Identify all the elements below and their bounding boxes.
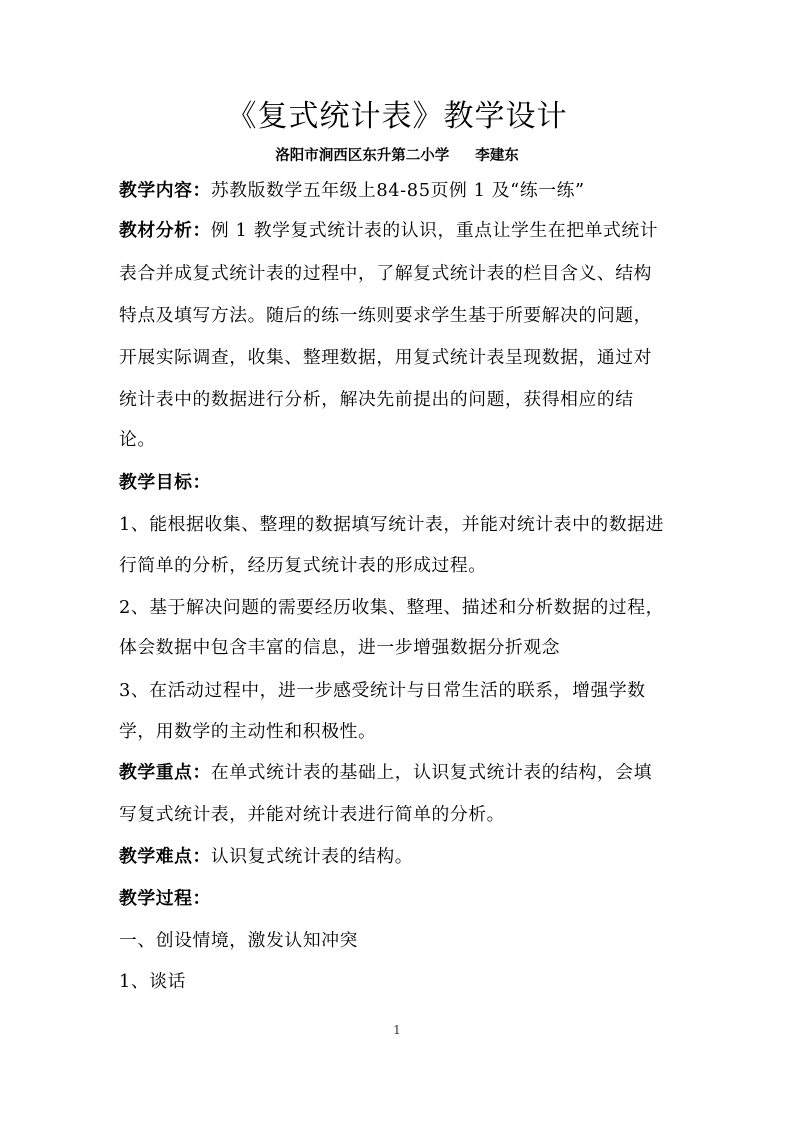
difficulty-line bbox=[119, 845, 679, 869]
key-point-line-1 bbox=[119, 761, 679, 785]
process-line-1: 一、创设情境，激发认知冲突 bbox=[119, 930, 358, 951]
process-line-2: 1、谈话 bbox=[119, 971, 187, 992]
analysis-line-5: 统计表中的数据进行分析，解决先前提出的问题，获得相应的结 bbox=[119, 389, 634, 410]
document-title: 《复式统计表》教学设计 bbox=[226, 99, 568, 134]
analysis-line-2: 表合并成复式统计表的过程中，了解复式统计表的栏目含义、结构 bbox=[119, 263, 653, 284]
analysis-text: 例 1 教学复式统计表的认识，重点让学生在把单式统计 bbox=[210, 220, 659, 241]
objective-line-2: 行简单的分析，经历复式统计表的形成过程。 bbox=[119, 555, 487, 576]
page-number: 1 bbox=[393, 1023, 401, 1037]
objective-line-5: 3、在活动过程中，进一步感受统计与日常生活的联系，增强学数 bbox=[119, 680, 646, 701]
objectives-heading: 教学目标： bbox=[119, 472, 211, 493]
objective-line-1: 1、能根据收集、整理的数据填写统计表，并能对统计表中的数据进 bbox=[119, 514, 664, 535]
analysis-line-3: 特点及填写方法。随后的练一练则要求学生基于所要解决的问题， bbox=[119, 305, 653, 326]
key-point-label: 教学重点： bbox=[119, 762, 211, 783]
content-label: 教学内容： bbox=[119, 180, 211, 201]
key-point-text: 在单式统计表的基础上，认识复式统计表的结构，会填 bbox=[210, 762, 653, 783]
difficulty-text: 认识复式统计表的结构。 bbox=[210, 846, 414, 867]
difficulty-label: 教学难点： bbox=[119, 846, 211, 867]
analysis-label: 教材分析： bbox=[119, 220, 211, 241]
analysis-line-1 bbox=[119, 219, 679, 243]
author-line bbox=[0, 146, 794, 166]
author-school: 洛阳市涧西区东升第二小学 bbox=[275, 148, 450, 164]
process-heading: 教学过程： bbox=[119, 888, 211, 909]
objective-line-4: 体会数据中包含丰富的信息，进一步增强数据分折观念 bbox=[119, 637, 561, 658]
author-name: 李建东 bbox=[475, 148, 519, 164]
content-line bbox=[119, 179, 679, 203]
content-text: 苏教版数学五年级上84-85页例 1 及“练一练” bbox=[210, 180, 585, 201]
objective-line-3: 2、基于解决问题的需要经历收集、整理、描述和分析数据的过程， bbox=[119, 597, 664, 618]
objective-line-6: 学，用数学的主动性和积极性。 bbox=[119, 721, 377, 742]
analysis-line-6: 论。 bbox=[119, 429, 156, 450]
key-point-line-2: 写复式统计表，并能对统计表进行简单的分析。 bbox=[119, 804, 506, 825]
analysis-line-4: 开展实际调查，收集、整理数据，用复式统计表呈现数据，通过对 bbox=[119, 347, 653, 368]
